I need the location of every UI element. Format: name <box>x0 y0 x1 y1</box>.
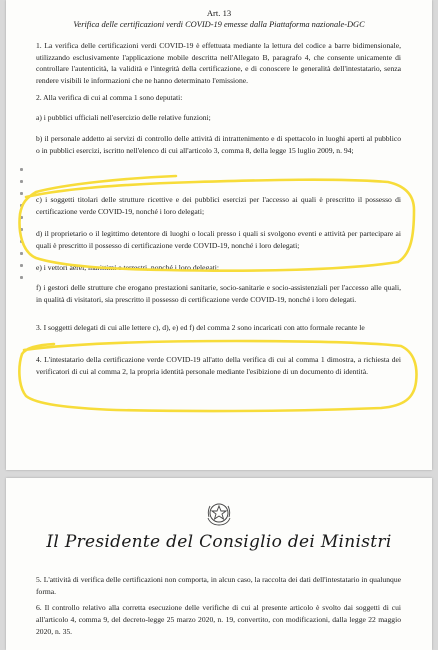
italian-republic-emblem-icon <box>204 498 234 526</box>
scan-margin-marks <box>19 168 25 318</box>
highlight-loop-upper <box>20 176 414 271</box>
paragraph-5: 5. L'attività di verifica delle certificazioni non comporta, in alcun caso, la raccolta dei dati dell'intestatario in qualunque forma. <box>36 575 401 597</box>
paragraph-2f: f) i gestori delle strutture che erogano prestazioni sanitarie, socio-sanitarie e socio-assistenziali per l'accesso alle quali, in qualità di visitatori, sia prescritto il possesso di certificazione verde COVID-19, nonché i loro delegati. <box>36 283 401 305</box>
paragraph-2a: a) i pubblici ufficiali nell'esercizio delle relative funzioni; <box>36 113 211 122</box>
paragraph-2b: b) il personale addetto ai servizi di controllo delle attività di intrattenimento e di spettacolo in luoghi aperti al pubblico o in pubblici esercizi, iscritto nell'elenco di cui all'articolo 3, comma 8, della legge 15 luglio 2009, n. 94; <box>36 134 401 156</box>
paragraph-4: 4. L'intestatario della certificazione verde COVID-19 all'atto della verifica di cui al comma 1 dimostra, a richiesta dei verificatori di cui al comma 2, la propria identità personale mediante l'esibizione di un documento di identità. <box>36 355 401 377</box>
paragraph-2e: e) i vettori aerei, marittimi e terrestri, nonché i loro delegati; <box>36 263 220 272</box>
article-title: Verifica delle certificazioni verdi COVID-19 emesse dalla Piattaforma nazionale-DGC <box>73 20 365 29</box>
paragraph-3: 3. I soggetti delegati di cui alle lettere c), d), e) ed f) del comma 2 sono incaricati con atto formale recante le <box>36 323 365 332</box>
document-page-2 <box>6 478 432 650</box>
paragraph-2: 2. Alla verifica di cui al comma 1 sono deputati: <box>36 93 183 102</box>
paragraph-1: 1. La verifica delle certificazioni verdi COVID-19 è effettuata mediante la lettura del codice a barre bidimensionale, utilizzando esclusivamente l'applicazione mobile descritta nell'Allegato B, paragrafo 4, che consente unicamente di controllare l'autenticità, la validità e l'integrità della certificazione, e di conoscere le generalità dell'intestatario, senza rendere visibili le informazioni che ne hanno determinato l'emissione. <box>36 41 401 85</box>
paragraph-2c: c) i soggetti titolari delle strutture ricettive e dei pubblici esercizi per l'accesso ai quali è prescritto il possesso di certificazione verde COVID-19, nonché i loro delegati; <box>36 195 401 217</box>
document-page-1 <box>6 0 432 470</box>
article-number: Art. 13 <box>206 8 232 18</box>
letterhead-title: Il Presidente del Consiglio dei Ministri <box>46 532 392 552</box>
paragraph-6: 6. Il controllo relativo alla corretta esecuzione delle verifiche di cui al presente articolo è svolto dai soggetti di cui all'articolo 4, comma 9, del decreto-legge 25 marzo 2020, n. 19, convertito, con modificazioni, dalla legge 22 maggio 2020, n. 35. <box>36 603 401 637</box>
paragraph-2d: d) il proprietario o il legittimo detentore di luoghi o locali presso i quali si svolgono eventi e attività per partecipare ai quali è prescritto il possesso di certificazione verde COVID-19, nonché i loro delegati; <box>36 229 401 251</box>
